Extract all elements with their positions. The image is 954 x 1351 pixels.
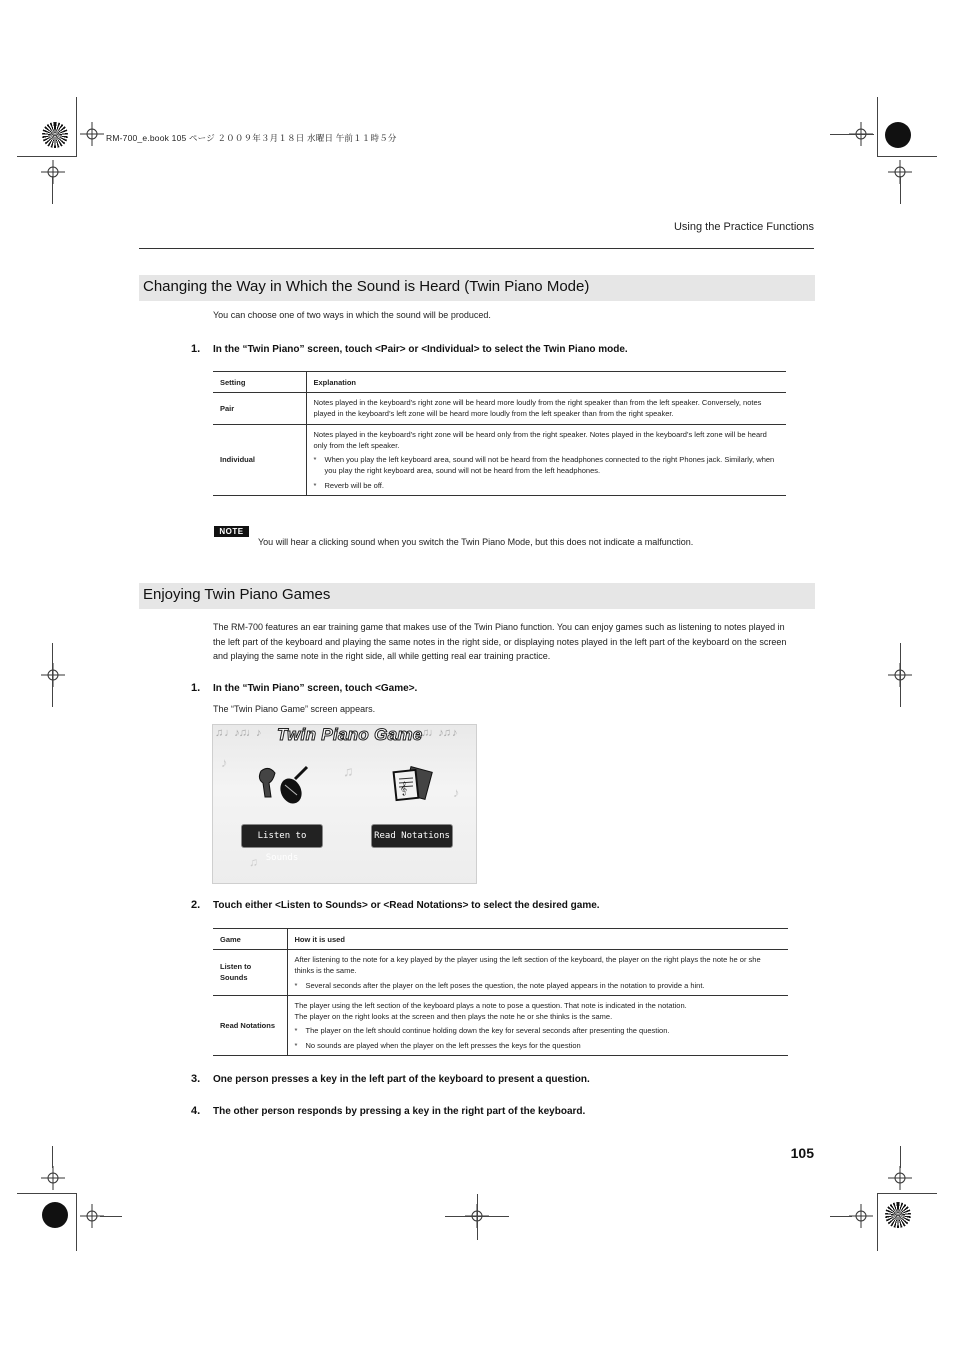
table-row xyxy=(213,995,788,1055)
svg-text:𝄞: 𝄞 xyxy=(400,781,408,795)
column-header: How it is used xyxy=(287,929,788,950)
section-title: Changing the Way in Which the Sound is Heard (Twin Piano Mode) xyxy=(143,278,590,295)
column-header: Game xyxy=(213,929,287,950)
music-notes-decoration: ♫♩♪♫ ♪ xyxy=(421,727,457,739)
read-notations-button[interactable]: Read Notations xyxy=(371,824,453,848)
crosshair-icon xyxy=(41,663,65,687)
step-text: Touch either <Listen to Sounds> or <Read Notations> to select the desired game. xyxy=(213,900,600,911)
column-header: Explanation xyxy=(306,372,786,393)
step-text: The other person responds by pressing a key in the right part of the keyboard. xyxy=(213,1106,586,1117)
note-text: You will hear a clicking sound when you switch the Twin Piano Mode, but this does not indicate a malfunction. xyxy=(258,537,694,547)
table-note xyxy=(295,1025,782,1036)
table-row xyxy=(213,393,786,425)
section-title: Enjoying Twin Piano Games xyxy=(143,586,331,603)
table-row xyxy=(213,950,788,996)
explanation-cell xyxy=(306,393,786,425)
twin-piano-mode-table xyxy=(213,371,786,496)
usage-cell xyxy=(287,995,788,1055)
section-intro: You can choose one of two ways in which the sound will be produced. xyxy=(213,310,491,320)
print-info: RM-700_e.book 105 ページ ２００９年３月１８日 水曜日 午前１１時５分 xyxy=(106,133,397,143)
usage-text: The player using the left section of the keyboard plays a note to pose a question. That note is indicated in the notation. xyxy=(294,1000,687,1010)
table-note xyxy=(295,1040,782,1051)
explanation-cell xyxy=(306,424,786,495)
note-icon: ♪ xyxy=(221,755,228,770)
section-intro: The RM-700 features an ear training game that makes use of the Twin Piano function. You can enjoy games such as listening to notes played in the left part of the keyboard and playing the same notes in the right side, or displaying notes played in the left part of the keyboard on the screen and playing the same note in the right side, all while getting real ear training practice. xyxy=(213,622,787,661)
twin-piano-game-screen xyxy=(212,724,477,884)
explanation-text: Notes played in the keyboard’s right zone will be heard only from the right speaker. Notes played in the keyboard’s left zone will be heard only from the left speaker. xyxy=(313,429,767,450)
note-text: The player on the left should continue holding down the key for several seconds after presenting the question. xyxy=(305,1026,670,1036)
asterisk: * xyxy=(294,1040,298,1050)
table-row xyxy=(213,424,786,495)
section-heading-twin-piano-mode xyxy=(139,275,815,301)
game-table xyxy=(213,928,788,1056)
crosshair-icon xyxy=(41,1166,65,1190)
note-icon: ♫ xyxy=(343,763,354,779)
asterisk: * xyxy=(294,980,298,990)
running-header: Using the Practice Functions xyxy=(673,221,814,233)
step-item xyxy=(191,899,600,911)
step-result: The “Twin Piano Game” screen appears. xyxy=(213,704,376,714)
setting-cell: Individual xyxy=(213,424,306,495)
music-notes-decoration: ♫ ♩♪♫♩♪ xyxy=(215,727,261,739)
crosshair-icon xyxy=(41,160,65,184)
registration-target-icon xyxy=(885,1202,911,1228)
column-header: Setting xyxy=(213,372,306,393)
registration-target-icon xyxy=(42,1202,68,1228)
step-number: 4. xyxy=(191,1105,201,1117)
note-text: Several seconds after the player on the left poses the question, the note played appears in the notation to provide a hint. xyxy=(305,980,705,990)
step-text: In the “Twin Piano” screen, touch <Pair> or <Individual> to select the Twin Piano mode. xyxy=(213,344,628,355)
usage-text: After listening to the note for a key played by the player using the left section of the keyboard, the player on the right plays the note he or she thinks is the same. xyxy=(294,955,761,976)
step-number: 3. xyxy=(191,1073,201,1085)
notation-card-icon xyxy=(391,765,437,805)
crosshair-icon xyxy=(80,122,104,146)
note-text: When you play the left keyboard area, sound will not be heard from the headphones connected to the right Phones jack. Similarly, when you play the right keyboard area, sound will not be heard from the left headphones. xyxy=(324,455,775,476)
note-icon: ♪ xyxy=(453,785,460,800)
table-header-row xyxy=(213,929,788,950)
game-cell: Listen to Sounds xyxy=(213,950,287,996)
page-number: 105 xyxy=(790,1145,814,1161)
crosshair-icon xyxy=(849,1204,873,1228)
instruments-icon xyxy=(255,765,311,807)
step-number: 1. xyxy=(191,682,201,694)
table-note xyxy=(314,480,780,491)
note-icon: ♫ xyxy=(249,855,258,869)
step-text: One person presses a key in the left part of the keyboard to present a question. xyxy=(213,1074,590,1085)
table-note xyxy=(295,980,782,991)
game-cell: Read Notations xyxy=(213,995,287,1055)
section-heading-twin-piano-games xyxy=(139,583,815,609)
registration-target-icon xyxy=(42,122,68,148)
step-item xyxy=(191,682,417,694)
step-text: In the “Twin Piano” screen, touch <Game>. xyxy=(213,683,418,694)
step-item xyxy=(191,1105,585,1117)
note-badge: NOTE xyxy=(214,526,249,537)
usage-text: The player on the right looks at the screen and then plays the note he or she thinks is the same. xyxy=(294,1012,613,1022)
asterisk: * xyxy=(313,455,317,465)
step-number: 1. xyxy=(191,343,201,355)
note-text: Reverb will be off. xyxy=(324,480,384,490)
asterisk: * xyxy=(294,1026,298,1036)
screen-title: Twin Piano Game xyxy=(277,725,423,744)
step-item xyxy=(191,343,628,355)
listen-to-sounds-button[interactable]: Listen to Sounds xyxy=(241,824,323,848)
asterisk: * xyxy=(313,480,317,490)
header-rule xyxy=(139,248,814,249)
registration-target-icon xyxy=(885,122,911,148)
table-note xyxy=(314,454,780,477)
table-header-row xyxy=(213,372,786,393)
step-number: 2. xyxy=(191,899,201,911)
explanation-text: Notes played in the keyboard’s right zone will be heard more loudly from the right speaker than from the left speaker. Conversely, notes played in the keyboard’s left zone will be heard more loudly from the left speaker than from the right speaker. xyxy=(313,398,762,419)
step-item xyxy=(191,1073,590,1085)
usage-cell xyxy=(287,950,788,996)
setting-cell: Pair xyxy=(213,393,306,425)
note-text: No sounds are played when the player on the left presses the keys for the question xyxy=(305,1040,581,1050)
crosshair-icon xyxy=(888,1166,912,1190)
